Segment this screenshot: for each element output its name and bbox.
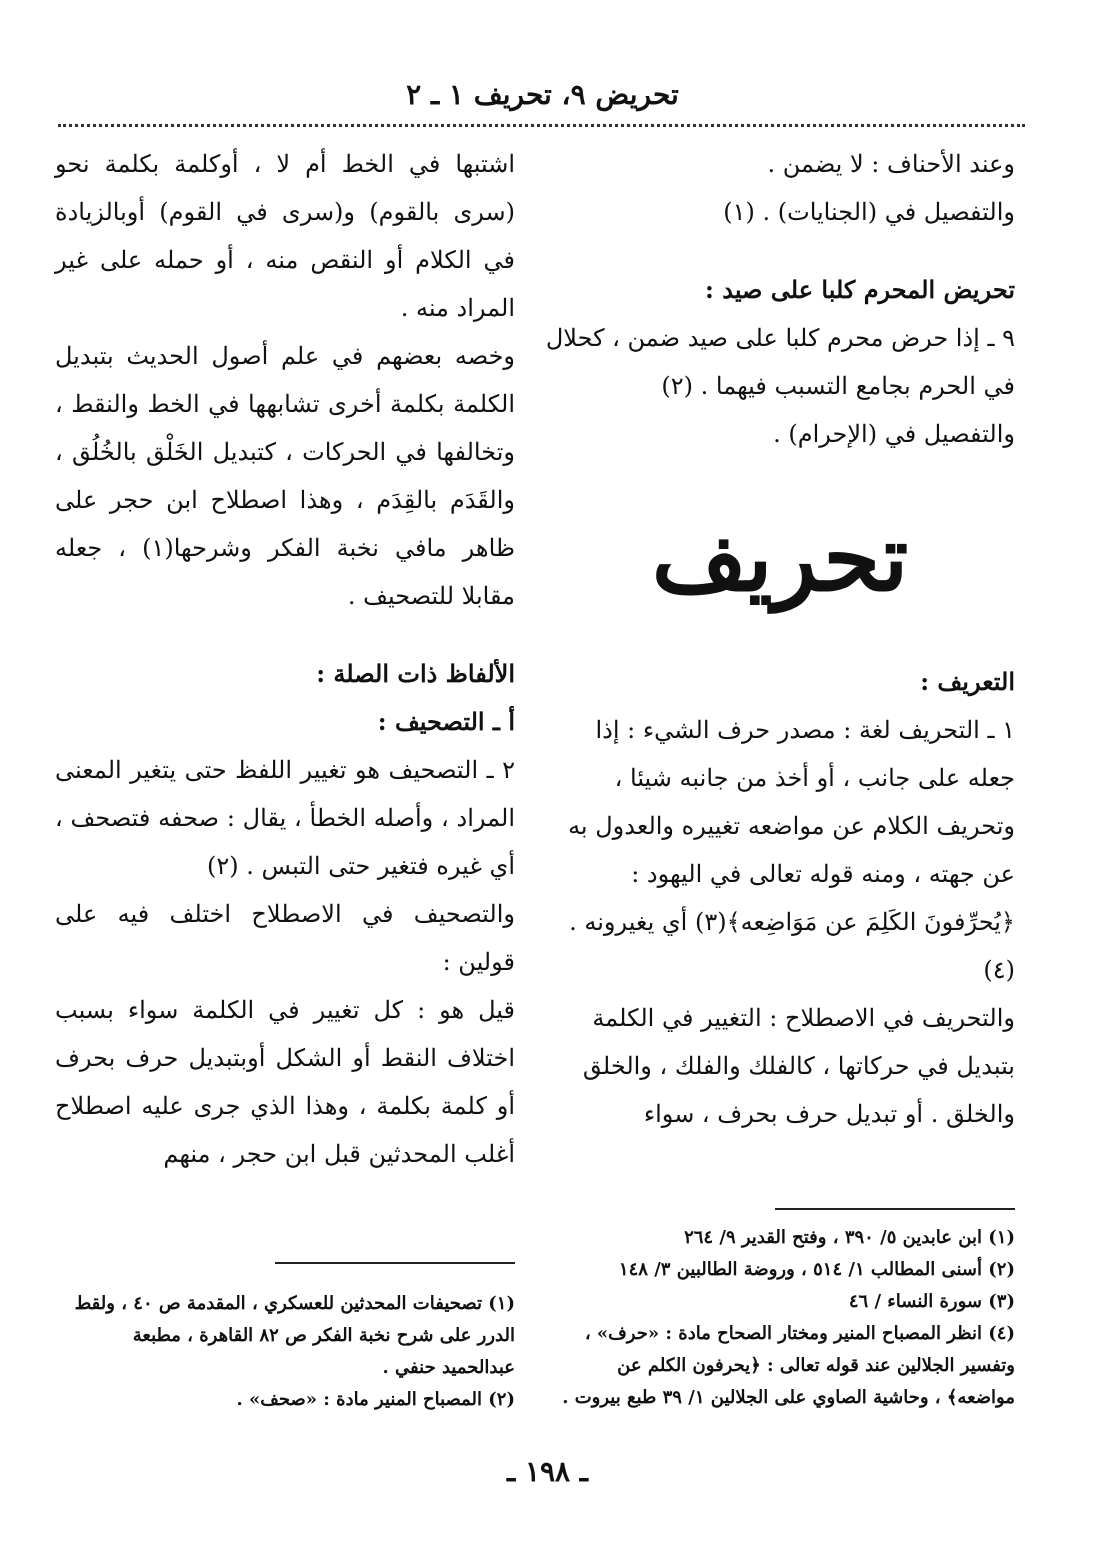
footnote-divider	[775, 1208, 1015, 1210]
paragraph: ٩ ـ إذا حرض محرم كلبا على صيد ضمن ، كحلال في الحرم بجامع التسبب فيهما . (٢)	[545, 324, 1015, 400]
left-column	[55, 140, 515, 1178]
section-heading: الألفاظ ذات الصلة :	[316, 659, 515, 688]
footnote: (١) ابن عابدين ٥/ ٣٩٠ ، وفتح القدير ٩/ ٢٦٤	[684, 1227, 1015, 1248]
subsection-heading: أ ـ التصحيف :	[377, 707, 515, 736]
paragraph: والتحريف في الاصطلاح : التغيير في الكلمة بتبديل في حركاتها ، كالفلك والفلك ، والخلق والخلق . أو تبديل حرف بحرف ، سواء	[582, 1004, 1015, 1128]
paragraph: والتفصيل في (الجنايات) . (١)	[723, 198, 1015, 226]
paragraph: والتصحيف في الاصطلاح اختلف فيه على قولين :	[55, 900, 515, 976]
footnote: (٣) سورة النساء / ٤٦	[848, 1291, 1015, 1312]
section-heading: تحريض المحرم كلبا على صيد :	[705, 275, 1015, 304]
paragraph: ٢ ـ التصحيف هو تغيير اللفظ حتى يتغير المعنى المراد ، وأصله الخطأ ، يقال : صحفه فتصحف ، أي غيره فتغير حتى التبس . (٢)	[55, 756, 515, 880]
paragraph: ١ ـ التحريف لغة : مصدر حرف الشيء : إذا جعله على جانب ، أو أخذ من جانبه شيئا ، وتحريف الكلام عن مواضعه تغييره والعدول به عن جهته ، ومنه قوله تعالى في اليهود : ﴿يُحرِّفونَ الكَلِمَ عن مَوَاضِعه﴾(٣) أي يغيرونه . (٤)	[568, 716, 1015, 984]
footnotes-left	[55, 1288, 515, 1416]
paragraph: وخصه بعضهم في علم أصول الحديث بتبديل الكلمة بكلمة أخرى تشابهها في الخط والنقط ، وتخالفها في الحركات ، كتبديل الخَلْق بالخُلُق ، والقَدَم بالقِدَم ، وهذا اصطلاح ابن حجر على ظاهر مافي نخبة الفكر وشرحها(١) ، جعله مقابلا للتصحيف .	[55, 342, 516, 610]
entry-title: تحريف	[651, 504, 909, 612]
right-column	[545, 140, 1015, 1138]
paragraph: قيل هو : كل تغيير في الكلمة سواء بسبب اختلاف النقط أو الشكل أوبتبديل حرف بحرف أو كلمة بكلمة ، وهذا الذي جرى عليه اصطلاح أغلب المحدثين قبل ابن حجر ، منهم	[55, 996, 515, 1168]
page-number: ـ ١٩٨ ـ	[506, 1455, 589, 1488]
footnote: (٢) أسنى المطالب ١/ ٥١٤ ، وروضة الطالبين ٣/ ١٤٨	[618, 1259, 1015, 1280]
footnotes-right	[545, 1222, 1015, 1414]
running-header: تحريض ٩، تحريف ١ ـ ٢	[406, 78, 679, 111]
footnote: (٤) انظر المصباح المنير ومختار الصحاح مادة : «حرف» ، وتفسير الجلالين عند قوله تعالى : ﴿يحرفون الكلم عن مواضعه﴾ ، وحاشية الصاوي على الجلالين ١/ ٣٩ طبع بيروت .	[562, 1323, 1015, 1408]
footnote: (٢) المصباح المنير مادة : «صحف» .	[236, 1389, 515, 1410]
paragraph: والتفصيل في (الإحرام) .	[773, 420, 1015, 448]
paragraph: اشتبها في الخط أم لا ، أوكلمة بكلمة نحو (سرى بالقوم) و(سرى في القوم) أوبالزيادة في الكلام أو النقص منه ، أو حمله على غير المراد منه .	[55, 150, 515, 322]
paragraph: وعند الأحناف : لا يضمن .	[767, 150, 1015, 178]
section-heading: التعريف :	[920, 667, 1015, 696]
footnote: (١) تصحيفات المحدثين للعسكري ، المقدمة ص ٤٠ ، ولقط الدرر على شرح نخبة الفكر ص ٨٢ القاهرة ، مطبعة عبدالحميد حنفي .	[74, 1293, 515, 1378]
header-divider	[58, 124, 1025, 127]
footnote-divider	[275, 1262, 515, 1264]
